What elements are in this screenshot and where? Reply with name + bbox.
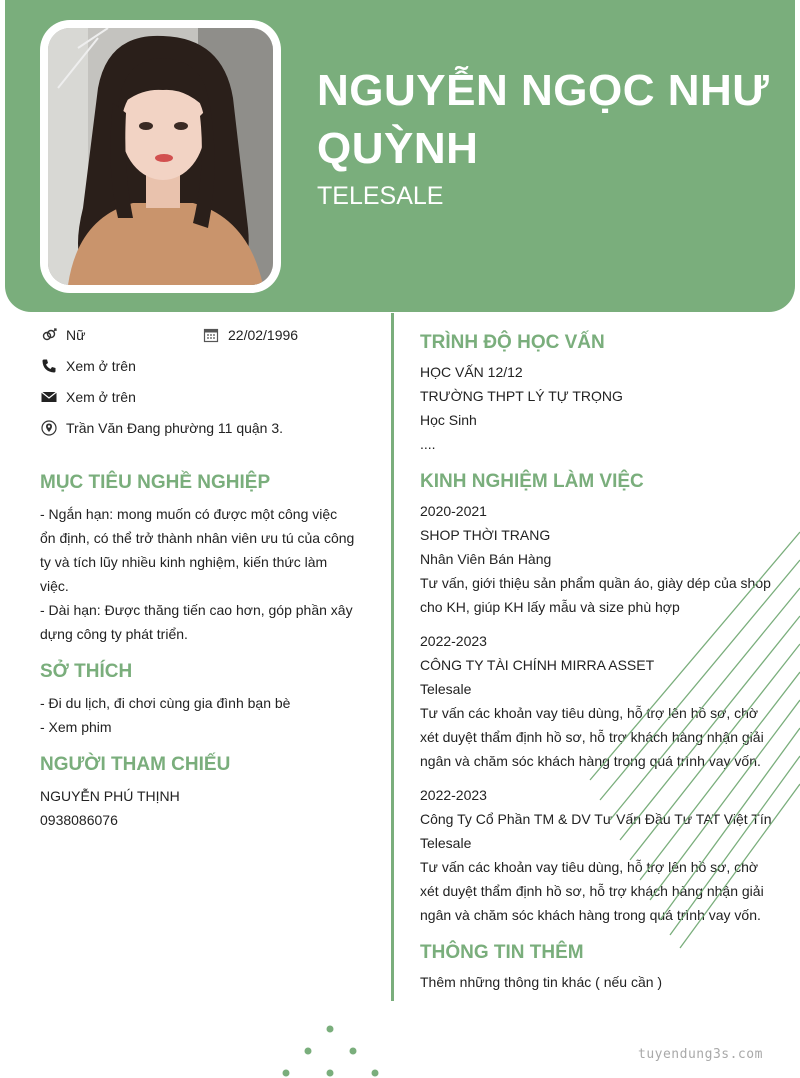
experience-title: KINH NGHIỆM LÀM VIỆC <box>420 471 644 492</box>
job-company: SHOP THỜI TRANG <box>420 527 551 543</box>
gender-icon <box>40 326 58 344</box>
education-level: HỌC VẤN 12/12 <box>420 364 523 380</box>
education-title: TRÌNH ĐỘ HỌC VẤN <box>420 332 605 353</box>
candidate-name-line2: QUỲNH <box>317 124 479 173</box>
job-description: xét duyệt thẩm định hồ sơ, hỗ trợ khách hàng nhận giải <box>420 729 764 745</box>
education-role: Học Sinh <box>420 412 477 428</box>
career-goal-line: dựng công ty phát triển. <box>40 626 188 642</box>
contact-gender <box>40 326 85 344</box>
candidate-name-line1: NGUYỄN NGỌC NHƯ <box>317 66 770 115</box>
contact-phone <box>40 357 136 375</box>
job-description: Tư vấn các khoản vay tiêu dùng, hỗ trợ lên hồ sơ, chờ <box>420 859 759 875</box>
column-divider <box>391 313 394 1001</box>
candidate-name <box>317 62 787 178</box>
hobby-line: - Đi du lịch, đi chơi cùng gia đình bạn bè <box>40 695 291 711</box>
profile-photo-frame <box>40 20 281 293</box>
job-description: ngân và chăm sóc khách hàng trong quá trình vay vốn. <box>420 907 761 923</box>
contact-email <box>40 388 136 406</box>
reference-phone: 0938086076 <box>40 812 118 828</box>
email-icon <box>40 388 58 406</box>
job-description: Tư vấn các khoản vay tiêu dùng, hỗ trợ lên hồ sơ, chờ <box>420 705 759 721</box>
career-goal-line: việc. <box>40 578 69 594</box>
education-text <box>420 360 623 456</box>
reference-title: NGƯỜI THAM CHIẾU <box>40 754 231 775</box>
job-company: CÔNG TY TÀI CHÍNH MIRRA ASSET <box>420 657 655 673</box>
job-period: 2022-2023 <box>420 633 487 649</box>
decorative-diagonal-lines <box>560 530 800 950</box>
additional-info-text: Thêm những thông tin khác ( nếu cần ) <box>420 974 663 990</box>
career-goal-line: - Dài hạn: Được thăng tiến cao hơn, góp phần xây <box>40 602 353 618</box>
reference-text <box>40 784 180 832</box>
contact-birthday <box>202 326 298 344</box>
job-description: Tư vấn, giới thiệu sản phẩm quần áo, giày dép của shop <box>420 575 771 591</box>
job-period: 2020-2021 <box>420 503 487 519</box>
calendar-icon <box>202 326 220 344</box>
profile-photo <box>48 28 273 285</box>
contact-email-value: Xem ở trên <box>66 389 136 405</box>
career-goal-line: ổn định, có thể trở thành nhân viên ưu tú của công <box>40 530 355 546</box>
hobbies-text <box>40 691 290 739</box>
additional-info-title: THÔNG TIN THÊM <box>420 942 584 963</box>
job-description: cho KH, giúp KH lấy mẫu và size phù hợp <box>420 599 680 615</box>
job-period: 2022-2023 <box>420 787 487 803</box>
contact-gender-value: Nữ <box>66 327 86 343</box>
job-description: xét duyệt thẩm định hồ sơ, hỗ trợ khách hàng nhận giải <box>420 883 764 899</box>
career-goal-title: MỤC TIÊU NGHỀ NGHIỆP <box>40 472 271 493</box>
phone-icon <box>40 357 58 375</box>
hobbies-title: SỞ THÍCH <box>40 661 133 682</box>
job-position: Nhân Viên Bán Hàng <box>420 551 552 567</box>
education-extra: .... <box>420 436 436 452</box>
contact-address <box>40 419 283 437</box>
career-goal-line: ty và tích lũy nhiều kinh nghiệm, kiến thức làm <box>40 554 328 570</box>
job-position: Telesale <box>420 681 472 697</box>
location-pin-icon <box>40 419 58 437</box>
profile-photo-illustration <box>48 28 273 285</box>
candidate-job-title: TELESALE <box>317 182 444 210</box>
job-position: Telesale <box>420 835 472 851</box>
reference-name: NGUYỄN PHÚ THỊNH <box>40 788 180 804</box>
job-company: Công Ty Cổ Phần TM & DV Tư Vấn Đầu Tư TAT Việt Tín <box>420 811 772 827</box>
career-goal-line: - Ngắn hạn: mong muốn có được một công việc <box>40 506 338 522</box>
job-description: ngân và chăm sóc khách hàng trong quá trình vay vốn. <box>420 753 761 769</box>
header-banner <box>5 0 795 312</box>
contact-address-value: Trần Văn Đang phường 11 quận 3. <box>66 420 284 436</box>
decorative-dots <box>278 1020 388 1078</box>
contact-phone-value: Xem ở trên <box>66 358 136 374</box>
career-goal-text <box>40 502 354 646</box>
watermark: tuyendung3s.com <box>638 1047 763 1062</box>
education-school: TRƯỜNG THPT LÝ TỰ TRỌNG <box>420 388 623 404</box>
contact-birthday-value: 22/02/1996 <box>228 327 299 343</box>
hobby-line: - Xem phim <box>40 719 112 735</box>
